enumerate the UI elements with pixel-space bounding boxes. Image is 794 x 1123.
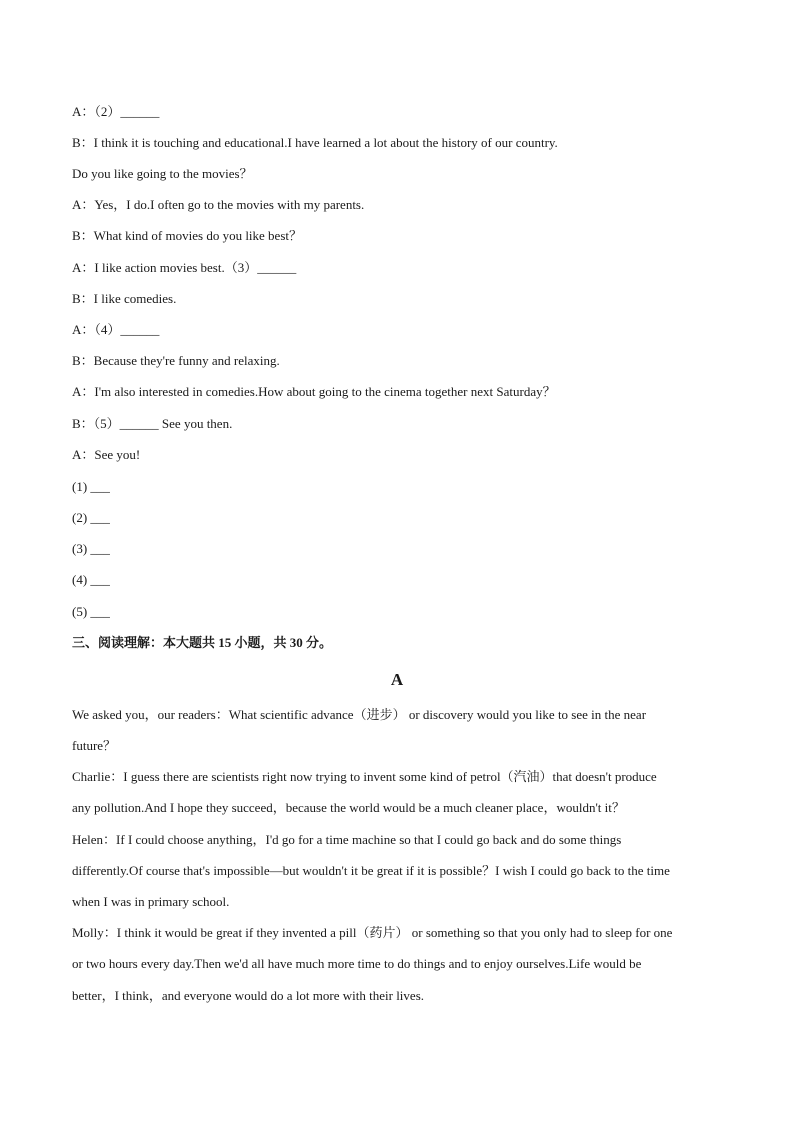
passage-line: differently.Of course that's impossible—but wouldn't it be great if it is possible？I wish I could go back to the time [72,863,670,878]
dialogue-line: B：（5）______ See you then. [72,416,233,431]
answer-blank: (3) ___ [72,541,110,556]
answer-blank: (4) ___ [72,572,110,587]
dialogue-line: Do you like going to the movies？ [72,166,253,181]
passage-line: any pollution.And I hope they succeed，because the world would be a much cleaner place，wouldn't it？ [72,800,625,815]
answer-blank: (1) ___ [72,479,110,494]
passage-line: We asked you，our readers：What scientific advance（进步） or discovery would you like to see in the near [72,707,647,722]
passage-line: Helen：If I could choose anything，I'd go for a time machine so that I could go back and do some things [72,832,622,847]
passage-line: when I was in primary school. [72,894,230,909]
answer-blank: (2) ___ [72,510,110,525]
passage-line: or two hours every day.Then we'd all have much more time to do things and to enjoy ourselves.Life would be [72,956,642,971]
dialogue-line: A：See you! [72,447,141,462]
section-heading: 三、阅读理解：本大题共 15 小题，共 30 分。 [72,635,333,650]
dialogue-line: B：I think it is touching and educational.I have learned a lot about the history of our country. [72,135,558,150]
dialogue-line: A：I'm also interested in comedies.How about going to the cinema together next Saturday？ [72,384,556,399]
dialogue-line: A：（4）______ [72,322,160,337]
answer-blank: (5) ___ [72,604,110,619]
passage-line: future？ [72,738,117,753]
dialogue-line: A：（2）______ [72,104,160,119]
dialogue-line: B：I like comedies. [72,291,177,306]
document-page [72,0,722,1123]
passage-title: A [390,670,404,689]
passage-line: Charlie：I guess there are scientists right now trying to invent some kind of petrol（汽油）that doesn't produce [72,769,657,784]
dialogue-line: B：What kind of movies do you like best？ [72,228,303,243]
dialogue-line: A：I like action movies best.（3）______ [72,260,297,275]
passage-line: Molly：I think it would be great if they invented a pill（药片） or something so that you only had to sleep for one [72,925,673,940]
dialogue-line: A：Yes，I do.I often go to the movies with my parents. [72,197,365,212]
dialogue-line: B：Because they're funny and relaxing. [72,353,280,368]
passage-line: better，I think，and everyone would do a lot more with their lives. [72,988,424,1003]
